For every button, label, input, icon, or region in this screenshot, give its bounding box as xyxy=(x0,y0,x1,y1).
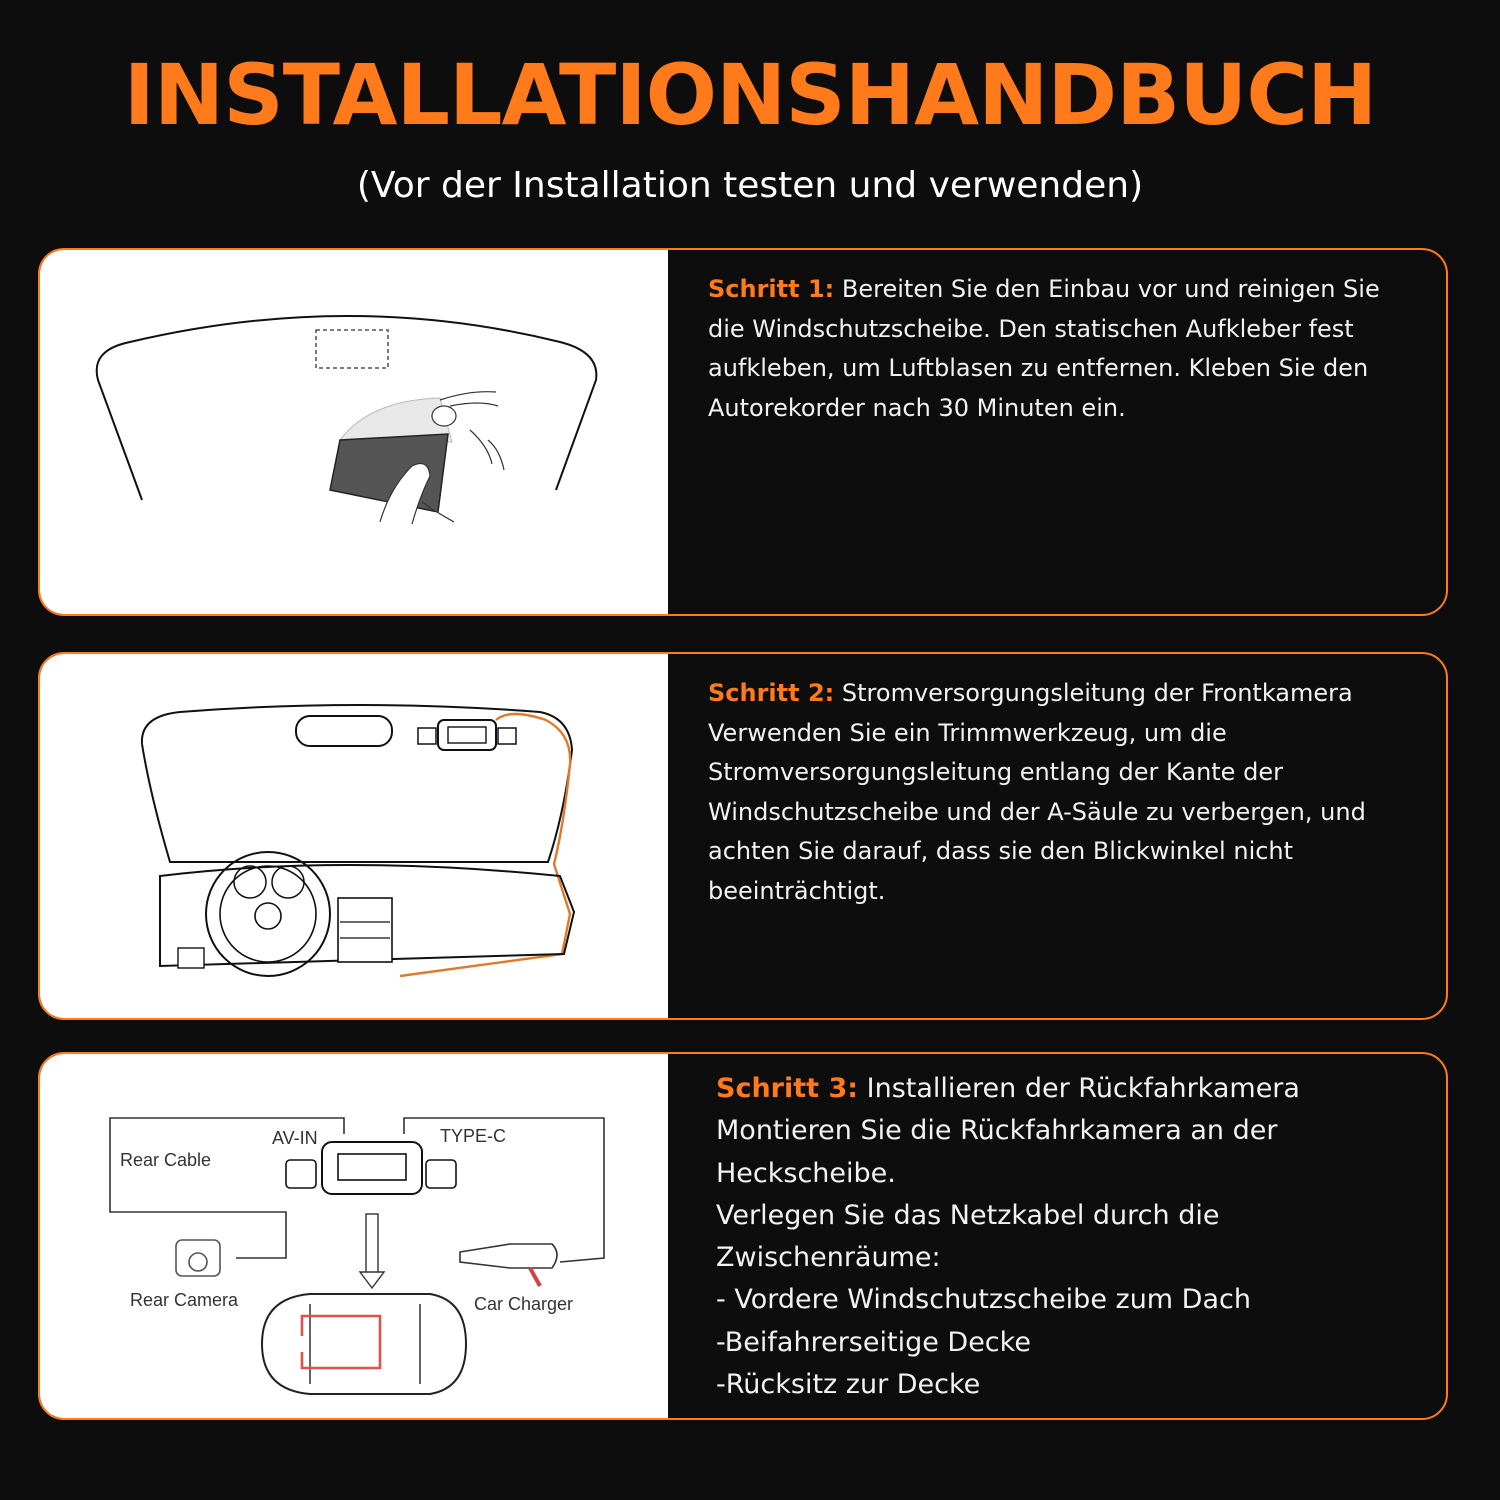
step-card-2 xyxy=(38,652,1448,1020)
step-3-line-5: -Rücksitz zur Decke xyxy=(716,1369,981,1401)
step-2-label: Schritt 2: xyxy=(708,679,835,707)
label-rear-cable: Rear Cable xyxy=(120,1150,212,1170)
page-subtitle: (Vor der Installation testen und verwenden) xyxy=(356,165,1144,206)
step-1-description: Bereiten Sie den Einbau vor und reinigen Sie die Windschutzscheibe. Den statischen Aufkleber fest aufkleben, um Luftblasen zu entfernen. Kleben Sie den Autorekorder nach 30 Minuten ein. xyxy=(708,275,1380,422)
label-type-c: TYPE-C xyxy=(440,1126,507,1146)
step-3-line-3: - Vordere Windschutzscheibe zum Dach xyxy=(716,1284,1251,1316)
dashboard-cable-routing-illustration xyxy=(40,654,668,1018)
step-2-text xyxy=(708,674,1422,911)
label-av-in: AV-IN xyxy=(272,1128,318,1148)
step-card-3 xyxy=(38,1052,1448,1420)
step-3-text xyxy=(716,1068,1422,1406)
step-1-label: Schritt 1: xyxy=(708,275,835,303)
step-3-title: Installieren der Rückfahrkamera xyxy=(866,1073,1300,1104)
step-3-label: Schritt 3: xyxy=(716,1073,859,1104)
label-car-charger: Car Charger xyxy=(474,1294,574,1314)
windshield-sticker-illustration xyxy=(40,250,668,614)
step-3-line-4: -Beifahrerseitige Decke xyxy=(716,1326,1031,1358)
wiring-diagram xyxy=(40,1054,668,1418)
step-2-description: Stromversorgungsleitung der Frontkamera Verwenden Sie ein Trimmwerkzeug, um die Stromversorgungsleitung entlang der Kante der Windschutzscheibe und der A-Säule zu verbergen, und achten Sie darauf, dass sie den Blickwinkel nicht beeinträchtigt. xyxy=(708,679,1366,905)
step-3-line-1: Montieren Sie die Rückfahrkamera an der Heckscheibe. xyxy=(716,1115,1278,1189)
label-rear-camera: Rear Camera xyxy=(130,1290,239,1310)
step-3-line-2: Verlegen Sie das Netzkabel durch die Zwischenräume: xyxy=(716,1199,1220,1274)
step-card-1 xyxy=(38,248,1448,616)
page-title: INSTALLATIONSHANDBUCH xyxy=(123,46,1377,144)
step-1-text xyxy=(708,270,1422,428)
